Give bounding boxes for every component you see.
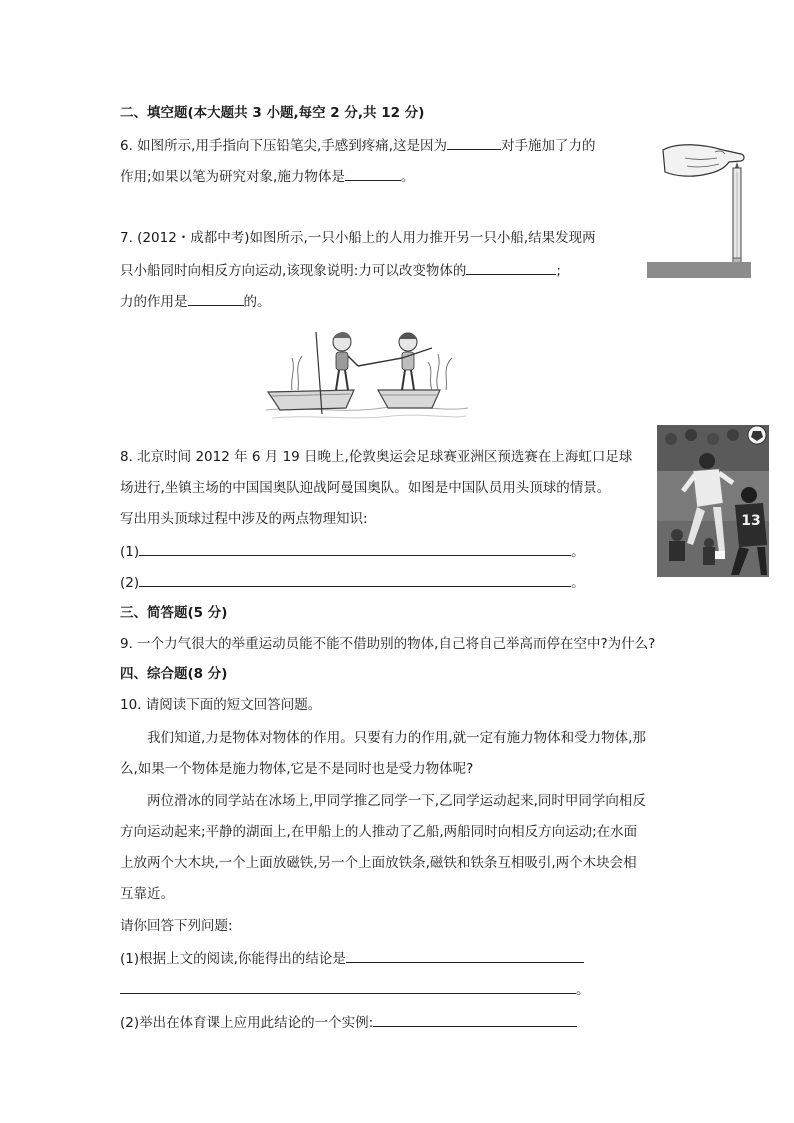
q10-sub-1 [120,948,584,968]
q10-intro: 10. 请阅读下面的短文回答问题。 [120,697,322,713]
q6-line-1 [120,135,596,155]
q8-item-1 [120,541,585,561]
q7-text-2a: 只小船同时向相反方向运动,该现象说明:力可以改变物体的 [120,263,467,279]
section-heading-short-answer: 三、简答题(5 分) [120,605,228,621]
q10-para-1-line-1: 我们知道,力是物体对物体的作用。只要有力的作用,就一定有施力物体和受力物体,那 [147,730,646,746]
q8-line-3: 写出用头顶球过程中涉及的两点物理知识: [120,511,368,527]
section-heading-comprehensive: 四、综合题(8 分) [120,666,228,682]
q8-line-2: 场进行,坐镇主场的中国国奥队迎战阿曼国奥队。如图是中国队员用头顶球的情景。 [120,480,611,496]
q8-blank-2[interactable] [139,572,571,587]
q7-line-1: 7. (2012・成都中考)如图所示,一只小船上的人用力推开另一只小船,结果发现两 [120,230,596,246]
q7-blank-2[interactable] [188,291,244,306]
q8-blank-1[interactable] [139,541,571,556]
q10-para-1-line-2: 么,如果一个物体是施力物体,它是不是同时也是受力物体呢? [120,761,474,777]
football-header-photo [657,425,769,577]
q10-sub-2-text: (2)举出在体育课上应用此结论的一个实例: [120,1015,374,1031]
q6-line-2 [120,166,414,186]
q6-text-1b: 对手施加了力的 [501,138,596,154]
q10-sub-1-text: (1)根据上文的阅读,你能得出的结论是 [120,951,346,967]
q7-text-3a: 力的作用是 [120,294,188,310]
q6-text-1a: 6. 如图所示,用手指向下压铅笔尖,手感到疼痛,这是因为 [120,138,448,154]
q7-line-3 [120,291,271,311]
q8-item-1-end: 。 [571,544,585,560]
q7-line-2 [120,260,561,280]
q7-text-3b: 的。 [243,294,271,310]
q6-text-2a: 作用;如果以笔为研究对象,施力物体是 [120,169,345,185]
q8-line-1: 8. 北京时间 2012 年 6 月 19 日晚上,伦敦奥运会足球赛亚洲区预选赛在上海虹口足球 [120,449,633,465]
q10-para-2-line-1: 两位滑冰的同学站在冰场上,甲同学推乙同学一下,乙同学运动起来,同时甲同学向相反 [147,793,646,809]
q8-item-2 [120,572,585,592]
q10-sub-2-blank[interactable] [373,1012,577,1027]
opponent-jersey-number: 13 [741,513,761,529]
section-heading-fill-blank: 二、填空题(本大题共 3 小题,每空 2 分,共 12 分) [120,105,425,121]
q10-sub-1-blank[interactable] [346,948,584,963]
q10-sub-2 [120,1012,577,1032]
q6-blank-2[interactable] [345,166,401,181]
q8-item-2-end: 。 [571,575,585,591]
two-boats-figure [262,328,472,424]
q10-para-2-line-2: 方向运动起来;平静的湖面上,在甲船上的人推动了乙船,两船同时向相反方向运动;在水面 [120,824,638,840]
q10-para-2-line-3: 上放两个大木块,一个上面放磁铁,另一个上面放铁条,磁铁和铁条互相吸引,两个木块会相 [120,855,637,871]
q10-sub-1-continuation [120,979,590,999]
q10-prompt: 请你回答下列问题: [120,918,233,934]
q8-item-2-label: (2) [120,575,140,591]
q8-item-1-label: (1) [120,544,140,560]
q6-blank-1[interactable] [447,135,501,150]
q10-para-2-line-4: 互靠近。 [120,886,174,902]
q7-text-2b: ; [556,263,561,279]
q10-sub-1-end: 。 [576,982,590,998]
q6-text-2b: 。 [400,169,415,185]
q10-sub-1-blank-2[interactable] [120,979,576,994]
q9-text: 9. 一个力气很大的举重运动员能不能不借助别的物体,自己将自己举高而停在空中?为什么? [120,636,656,652]
hand-pencil-figure [645,138,755,280]
q7-blank-1[interactable] [466,260,556,275]
